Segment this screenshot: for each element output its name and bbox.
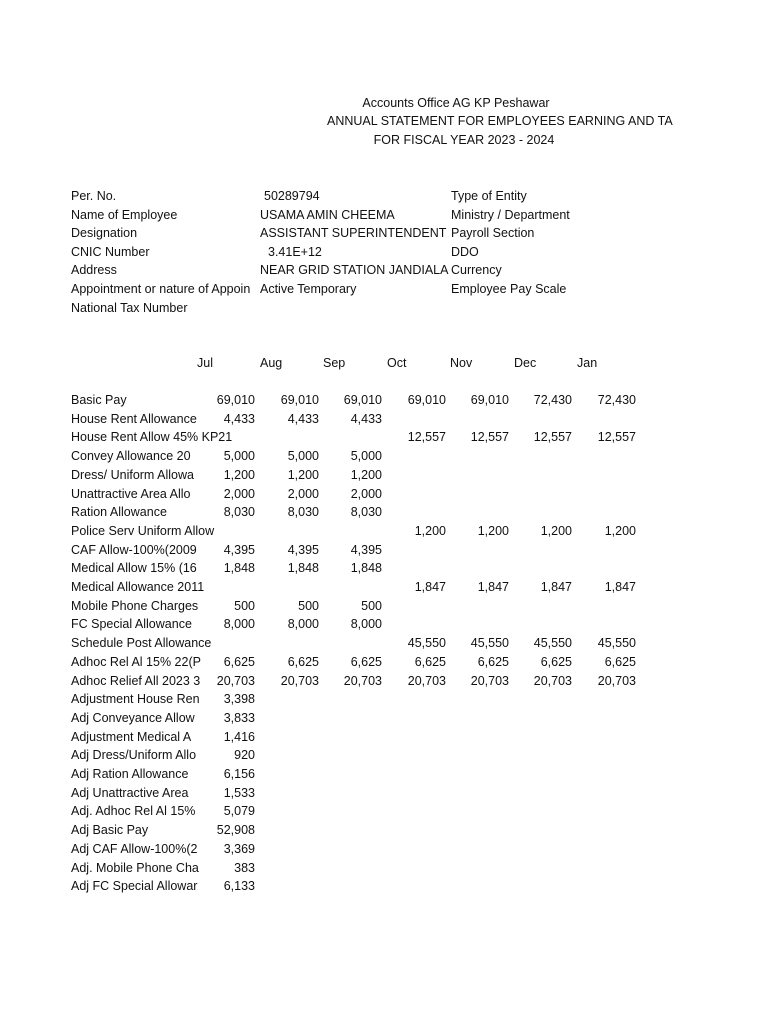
month-header-dec: Dec: [514, 356, 537, 370]
earning-label: Adj. Adhoc Rel Al 15%: [71, 804, 196, 819]
earning-value: 1,848: [350, 561, 382, 576]
earning-value: 8,000: [350, 617, 382, 632]
earning-value: 8,030: [350, 505, 382, 520]
earning-value: 12,557: [470, 430, 509, 445]
earning-label: Basic Pay: [71, 393, 127, 407]
earning-value: 1,848: [223, 561, 255, 576]
earning-label: FC Special Allowance: [71, 617, 192, 632]
info-label: National Tax Number: [71, 300, 188, 315]
earning-label: Dress/ Uniform Allowa: [71, 467, 194, 482]
earning-value: 5,079: [223, 804, 255, 819]
earning-value: 5,000: [350, 449, 382, 464]
info-right-label: Payroll Section: [451, 226, 535, 241]
earning-label: House Rent Allowance: [71, 411, 197, 426]
earning-value: 8,000: [287, 617, 319, 632]
earning-value: 383: [234, 860, 255, 875]
month-header-jan: Jan: [577, 356, 598, 370]
info-value: NEAR GRID STATION JANDIALA: [260, 263, 449, 278]
earning-value: 1,200: [540, 523, 572, 538]
fiscal-year: FOR FISCAL YEAR 2023 - 2024: [373, 133, 555, 147]
earning-value: 45,550: [407, 636, 446, 651]
earning-label: Convey Allowance 20: [71, 449, 191, 464]
info-label: CNIC Number: [71, 244, 150, 259]
earning-value: 1,847: [477, 580, 509, 594]
info-value: 3.41E+12: [268, 244, 322, 259]
earning-value: 52,908: [216, 823, 255, 838]
earning-value: 1,848: [287, 561, 319, 576]
info-label: Appointment or nature of Appoin: [71, 282, 251, 296]
info-value: 50289794: [264, 189, 320, 203]
info-right-label: Currency: [451, 263, 502, 278]
info-right-label: Type of Entity: [451, 189, 527, 203]
earning-value: 6,156: [223, 767, 255, 781]
earning-value: 8,000: [223, 617, 255, 632]
office-title: Accounts Office AG KP Peshawar: [362, 96, 550, 110]
statement-title: ANNUAL STATEMENT FOR EMPLOYEES EARNING AND TA: [327, 114, 673, 128]
earning-value: 69,010: [343, 393, 382, 407]
earning-value: 45,550: [597, 636, 636, 651]
earning-label: Ration Allowance: [71, 505, 167, 520]
earning-value: 6,625: [540, 654, 572, 669]
earning-value: 6,625: [350, 654, 382, 669]
earning-value: 500: [361, 598, 382, 613]
earning-value: 12,557: [597, 430, 636, 445]
info-right-label: Employee Pay Scale: [451, 282, 567, 296]
earning-value: 12,557: [407, 430, 446, 445]
earning-value: 20,703: [280, 673, 319, 688]
earning-value: 72,430: [533, 393, 572, 407]
earning-value: 20,703: [343, 673, 382, 688]
info-label: Designation: [71, 226, 138, 241]
earning-value: 72,430: [597, 393, 636, 407]
earning-value: 4,433: [223, 411, 255, 426]
earning-value: 3,369: [223, 841, 255, 856]
earning-value: 6,133: [223, 879, 255, 894]
month-header-nov: Nov: [450, 356, 473, 370]
earning-value: 4,395: [223, 542, 255, 557]
earning-value: 1,200: [477, 523, 509, 538]
earning-value: 45,550: [470, 636, 509, 651]
info-label: Address: [71, 263, 117, 278]
earning-value: 1,200: [604, 523, 636, 538]
earning-label: Adj Basic Pay: [71, 823, 149, 838]
earning-value: 500: [298, 598, 319, 613]
earning-value: 1,847: [604, 580, 636, 594]
info-right-label: DDO: [451, 244, 479, 259]
earning-value: 45,550: [533, 636, 572, 651]
earning-value: 500: [234, 598, 255, 613]
earning-value: 5,000: [223, 449, 255, 464]
earning-label: Adjustment Medical A: [71, 729, 192, 744]
earning-label: Adj CAF Allow-100%(2: [71, 841, 198, 856]
earning-value: 8,030: [287, 505, 319, 520]
earning-value: 5,000: [287, 449, 319, 464]
earning-value: 20,703: [407, 673, 446, 688]
info-value: ASSISTANT SUPERINTENDENT: [260, 226, 447, 241]
earning-value: 6,625: [287, 654, 319, 669]
earning-value: 1,200: [287, 467, 319, 482]
earning-label: Medical Allow 15% (16: [71, 561, 197, 576]
earning-value: 20,703: [216, 673, 255, 688]
earning-value: 6,625: [477, 654, 509, 669]
info-right-label: Ministry / Department: [451, 207, 570, 222]
earning-value: 69,010: [280, 393, 319, 407]
earning-label: Adjustment House Ren: [71, 692, 200, 707]
earning-value: 2,000: [223, 486, 255, 501]
month-header-jul: Jul: [197, 356, 213, 370]
earning-label: Adj Ration Allowance: [71, 767, 189, 781]
earning-label: Medical Allowance 2011: [71, 580, 205, 594]
earning-value: 20,703: [597, 673, 636, 688]
earning-value: 69,010: [216, 393, 255, 407]
earning-value: 920: [234, 748, 255, 763]
earning-value: 6,625: [604, 654, 636, 669]
earning-value: 8,030: [223, 505, 255, 520]
info-label: Per. No.: [71, 189, 117, 203]
earning-value: 2,000: [350, 486, 382, 501]
earning-value: 1,533: [223, 785, 255, 800]
earning-label: Adj FC Special Allowar: [71, 879, 198, 894]
earning-value: 1,200: [350, 467, 382, 482]
earning-value: 4,395: [350, 542, 382, 557]
info-value: USAMA AMIN CHEEMA: [260, 207, 395, 222]
earning-label: Adj Conveyance Allow: [71, 710, 195, 725]
earning-value: 20,703: [533, 673, 572, 688]
earning-value: 2,000: [287, 486, 319, 501]
earning-label: Unattractive Area Allo: [71, 486, 191, 501]
earning-label: Police Serv Uniform Allow: [71, 523, 215, 538]
earning-value: 69,010: [407, 393, 446, 407]
earning-value: 1,416: [223, 729, 255, 744]
earning-value: 3,398: [223, 692, 255, 707]
earning-value: 4,433: [287, 411, 319, 426]
earning-value: 1,200: [414, 523, 446, 538]
earning-value: 6,625: [223, 654, 255, 669]
earning-value: 6,625: [414, 654, 446, 669]
earning-value: 4,395: [287, 542, 319, 557]
earning-label: House Rent Allow 45% KP21: [71, 430, 233, 445]
earning-label: Adj Dress/Uniform Allo: [71, 748, 197, 763]
earning-label: CAF Allow-100%(2009: [71, 542, 197, 557]
month-header-aug: Aug: [260, 356, 283, 370]
earning-label: Schedule Post Allowance: [71, 636, 212, 651]
earning-value: 1,847: [540, 580, 572, 594]
earning-label: Adj Unattractive Area: [71, 785, 189, 800]
earning-value: 12,557: [533, 430, 572, 445]
earning-label: Adj. Mobile Phone Cha: [71, 860, 199, 875]
month-header-sep: Sep: [323, 356, 346, 370]
earning-value: 1,847: [414, 580, 446, 594]
earning-label: Adhoc Relief All 2023 3: [71, 673, 201, 688]
earning-value: 3,833: [223, 710, 255, 725]
info-label: Name of Employee: [71, 207, 178, 222]
earning-value: 69,010: [470, 393, 509, 407]
earning-label: Mobile Phone Charges: [71, 598, 199, 613]
info-value: Active Temporary: [260, 282, 357, 296]
earning-label: Adhoc Rel Al 15% 22(P: [71, 654, 201, 669]
earning-value: 1,200: [223, 467, 255, 482]
month-header-oct: Oct: [387, 356, 407, 370]
earning-value: 4,433: [350, 411, 382, 426]
earning-value: 20,703: [470, 673, 509, 688]
